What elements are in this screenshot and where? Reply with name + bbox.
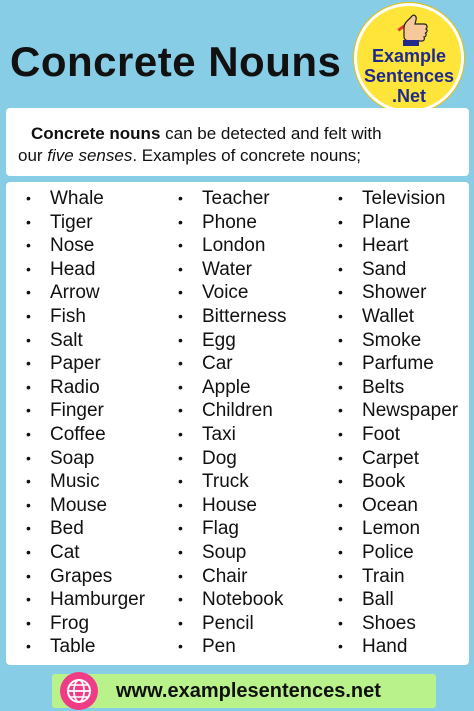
bullet-icon: • [178,260,183,277]
noun-label: Fish [50,305,86,327]
list-item [336,541,458,565]
list-item [24,305,145,329]
noun-label: Bed [50,518,84,540]
site-logo[interactable] [354,3,464,113]
list-item [336,187,458,211]
list-item [336,517,458,541]
noun-label: Grapes [50,565,113,587]
list-item [336,399,458,423]
bullet-icon: • [26,449,31,466]
bullet-icon: • [338,307,343,324]
noun-label: House [202,494,257,516]
bullet-icon: • [26,591,31,608]
list-item [336,635,458,659]
bullet-icon: • [338,449,343,466]
logo-line-3: .Net [391,86,426,106]
noun-label: Nose [50,235,95,257]
bullet-icon: • [178,331,183,348]
noun-label: Notebook [202,589,284,611]
list-item [176,399,286,423]
noun-column-1 [24,187,145,659]
bullet-icon: • [178,402,183,419]
bullet-icon: • [26,213,31,230]
list-item [336,305,458,329]
bullet-icon: • [338,473,343,490]
bullet-icon: • [338,614,343,631]
list-item [24,352,145,376]
noun-label: Newspaper [362,400,459,422]
bullet-icon: • [338,496,343,513]
noun-label: Foot [362,423,401,445]
list-item [24,470,145,494]
list-item [176,423,286,447]
list-item [176,612,286,636]
noun-label: Egg [202,329,236,351]
intro-text-2: our [18,146,48,165]
list-item [336,281,458,305]
bullet-icon: • [338,520,343,537]
logo-line-1: Example [371,46,447,66]
noun-label: Soup [202,541,247,563]
bullet-icon: • [178,614,183,631]
list-item [176,187,286,211]
bullet-icon: • [26,614,31,631]
noun-label: Hamburger [50,589,146,611]
bullet-icon: • [178,567,183,584]
noun-label: Flag [202,518,239,540]
noun-label: Parfume [362,353,434,375]
noun-label: Heart [362,235,409,257]
noun-label: Coffee [50,423,106,445]
noun-label: Radio [50,376,100,398]
noun-label: Shoes [362,612,416,634]
list-item [24,494,145,518]
noun-label: Teacher [202,188,270,209]
list-item [336,588,458,612]
list-item [24,423,145,447]
noun-label: Cat [50,541,80,563]
footer-url-link[interactable]: www.examplesentences.net [116,680,381,702]
noun-label: Apple [202,376,251,398]
bullet-icon: • [26,378,31,395]
list-item [24,376,145,400]
bullet-icon: • [178,638,183,655]
list-item [24,399,145,423]
noun-label: Taxi [202,423,236,445]
bullet-icon: • [26,638,31,655]
noun-list-box [6,182,469,665]
noun-label: Ocean [362,494,418,516]
list-item [24,635,145,659]
intro-line-1 [18,123,457,145]
list-item [176,305,286,329]
list-item [176,211,286,235]
noun-label: Children [202,400,273,422]
noun-label: Water [202,258,252,280]
list-item [336,565,458,589]
noun-label: Pencil [202,612,254,634]
footer-bar [52,674,436,708]
intro-box [6,108,469,176]
noun-label: Shower [362,282,427,304]
bullet-icon: • [178,591,183,608]
thumbs-up-icon [395,12,429,48]
list-item [336,470,458,494]
bullet-icon: • [26,402,31,419]
intro-text-1: can be detected and felt with [160,124,382,143]
list-item [336,376,458,400]
bullet-icon: • [338,543,343,560]
bullet-icon: • [26,284,31,301]
noun-label: Train [362,565,405,587]
bullet-icon: • [178,307,183,324]
list-item [24,447,145,471]
noun-label: London [202,235,266,257]
bullet-icon: • [178,520,183,537]
bullet-icon: • [26,520,31,537]
list-item [176,447,286,471]
bullet-icon: • [338,425,343,442]
noun-label: Salt [50,329,83,351]
bullet-icon: • [26,425,31,442]
list-item [336,352,458,376]
bullet-icon: • [26,355,31,372]
noun-label: Paper [50,353,101,375]
noun-label: Whale [50,188,104,209]
intro-line-2 [18,146,361,165]
intro-italic: five senses [47,146,133,165]
list-item [176,376,286,400]
list-item [176,234,286,258]
noun-label: Arrow [50,282,100,304]
noun-label: Wallet [362,305,415,327]
intro-text-3: . Examples of concrete nouns; [132,146,362,165]
bullet-icon: • [26,496,31,513]
noun-label: Lemon [362,518,421,540]
bullet-icon: • [338,567,343,584]
noun-label: Music [50,471,100,493]
list-item [176,517,286,541]
list-item [176,635,286,659]
noun-label: Carpet [362,447,420,469]
bullet-icon: • [338,237,343,254]
noun-label: Soap [50,447,95,469]
bullet-icon: • [338,378,343,395]
noun-label: Hand [362,636,408,658]
intro-bold: Concrete nouns [31,124,161,143]
list-item [24,258,145,282]
bullet-icon: • [26,473,31,490]
noun-label: Belts [362,376,405,398]
list-item [176,258,286,282]
list-item [24,588,145,612]
bullet-icon: • [26,543,31,560]
bullet-icon: • [338,284,343,301]
list-item [336,612,458,636]
list-item [24,541,145,565]
bullet-icon: • [338,355,343,372]
bullet-icon: • [178,496,183,513]
noun-label: Mouse [50,494,108,516]
list-item [176,565,286,589]
bullet-icon: • [178,355,183,372]
noun-label: Plane [362,211,411,233]
bullet-icon: • [178,190,183,206]
bullet-icon: • [338,260,343,277]
noun-label: Phone [202,211,257,233]
list-item [336,234,458,258]
list-item [176,494,286,518]
list-item [336,423,458,447]
bullet-icon: • [26,567,31,584]
noun-label: Frog [50,612,90,634]
noun-label: Television [362,188,446,209]
noun-label: Ball [362,589,394,611]
bullet-icon: • [338,331,343,348]
list-item [24,234,145,258]
list-item [176,470,286,494]
noun-label: Sand [362,258,407,280]
page-title: Concrete Nouns [10,38,342,85]
noun-label: Head [50,258,96,280]
noun-label: Police [362,541,414,563]
list-item [24,281,145,305]
globe-icon [60,672,98,710]
bullet-icon: • [178,284,183,301]
bullet-icon: • [26,237,31,254]
bullet-icon: • [26,307,31,324]
bullet-icon: • [178,237,183,254]
noun-label: Tiger [50,211,93,233]
list-item [24,329,145,353]
noun-label: Book [362,471,406,493]
noun-label: Table [50,636,96,658]
list-item [24,187,145,211]
list-item [176,329,286,353]
noun-label: Finger [50,400,104,422]
bullet-icon: • [26,190,31,206]
bullet-icon: • [338,591,343,608]
bullet-icon: • [338,402,343,419]
list-item [336,329,458,353]
noun-label: Truck [202,471,249,493]
noun-column-3 [336,187,458,659]
list-item [24,612,145,636]
bullet-icon: • [338,190,343,206]
noun-label: Car [202,353,233,375]
bullet-icon: • [338,638,343,655]
noun-label: Bitterness [202,305,287,327]
noun-label: Pen [202,636,236,658]
list-item [176,541,286,565]
bullet-icon: • [178,425,183,442]
noun-label: Chair [202,565,248,587]
list-item [336,258,458,282]
list-item [24,517,145,541]
noun-label: Smoke [362,329,422,351]
list-item [176,588,286,612]
bullet-icon: • [338,213,343,230]
list-item [176,352,286,376]
logo-line-2: Sentences [363,66,455,86]
list-item [24,565,145,589]
bullet-icon: • [178,213,183,230]
list-item [24,211,145,235]
bullet-icon: • [178,543,183,560]
noun-label: Voice [202,282,249,304]
list-item [176,281,286,305]
list-item [336,211,458,235]
list-item [336,494,458,518]
list-item [336,447,458,471]
bullet-icon: • [178,473,183,490]
noun-label: Dog [202,447,237,469]
noun-column-2 [176,187,286,659]
bullet-icon: • [178,449,183,466]
bullet-icon: • [26,260,31,277]
bullet-icon: • [178,378,183,395]
bullet-icon: • [26,331,31,348]
